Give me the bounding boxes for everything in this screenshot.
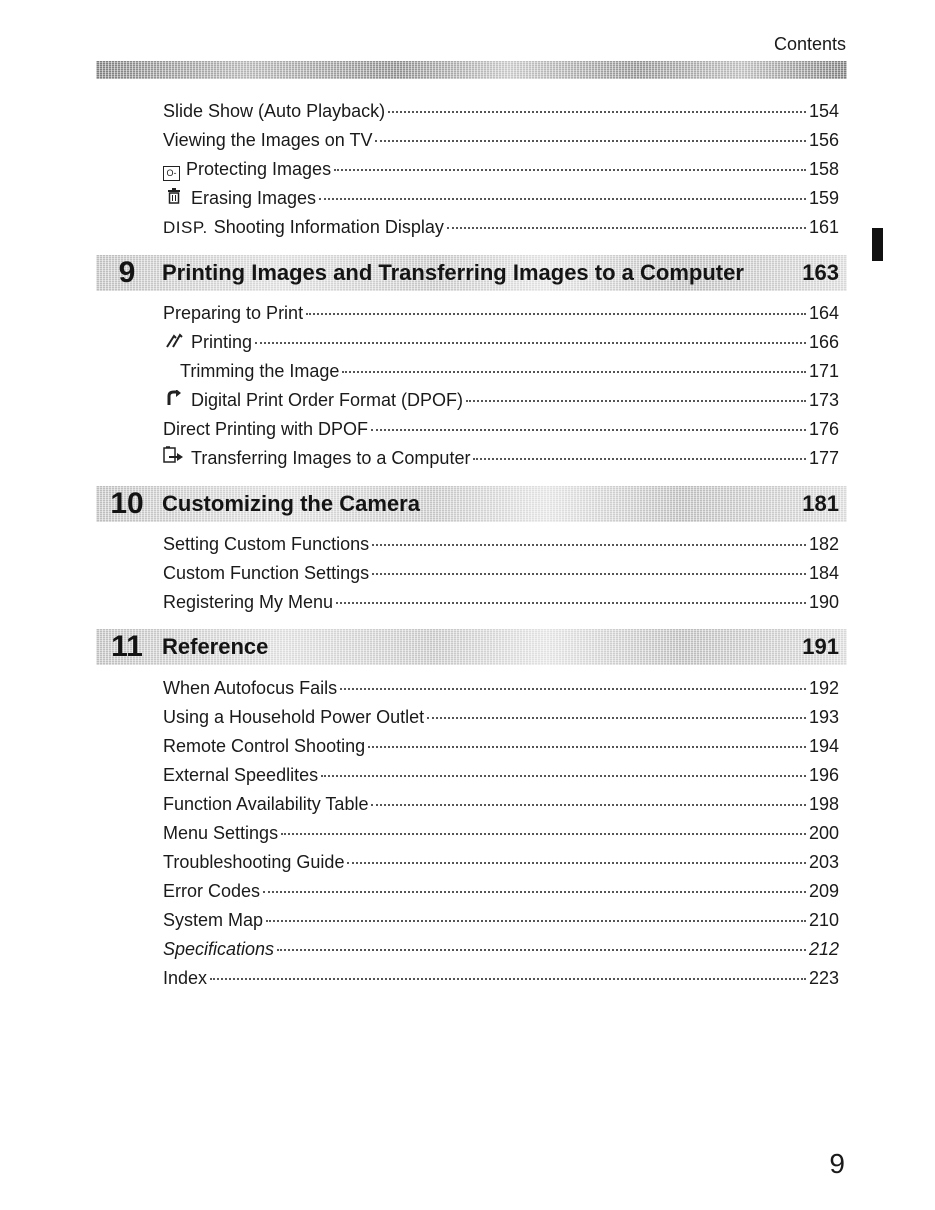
toc-entry-page: 158 [808,159,839,179]
header-rule-bar [96,61,847,79]
toc-entry[interactable] [163,759,839,785]
toc-entry[interactable] [163,701,839,727]
leader-dots [255,322,806,344]
toc-entry-page: 171 [808,361,839,381]
toc-entry[interactable] [163,153,839,179]
chapter-thumb-tab [872,228,883,261]
toc-entry-page: 159 [808,188,839,208]
leader-dots [319,178,806,200]
chapter-title: Customizing the Camera [162,491,420,516]
toc-entry-label: Protecting Images [186,159,332,179]
toc-entry-label: System Map [163,910,264,930]
toc-entry-page: 176 [808,419,839,439]
chapter-number: 11 [111,630,143,663]
toc-entry[interactable] [163,182,839,208]
page-number: 9 [829,1148,845,1179]
toc-entry-label: Erasing Images [191,188,317,208]
leader-dots [427,697,806,719]
leader-dots [372,524,806,546]
leader-dots [371,784,805,806]
toc-entry[interactable] [163,326,839,352]
leader-dots [368,726,806,748]
toc-entry[interactable] [163,413,839,439]
toc-entry-label: Printing [191,332,253,352]
toc-entry[interactable] [163,95,839,121]
toc-entry-page: 194 [808,736,839,756]
toc-entry-page: 192 [808,678,839,698]
toc-entry-page: 182 [808,534,839,554]
toc-entry[interactable] [163,788,839,814]
toc-entry[interactable] [163,817,839,843]
toc-entry-label: Slide Show (Auto Playback) [163,101,386,121]
toc-entry-page: 223 [808,968,839,988]
toc-entry[interactable] [163,904,839,930]
toc-entry[interactable] [163,730,839,756]
toc-entry[interactable] [163,124,839,150]
toc-entry[interactable] [163,528,839,554]
leader-dots [347,842,806,864]
toc-entry-label: Troubleshooting Guide [163,852,345,872]
toc-entry-label: Function Availability Table [163,794,369,814]
toc-entry[interactable] [163,297,839,323]
toc-entry-label: Preparing to Print [163,303,304,323]
chapter-heading-11[interactable] [96,629,847,665]
toc-entry-label: When Autofocus Fails [163,678,338,698]
trash-icon [163,188,185,209]
toc-entry-page: 200 [808,823,839,843]
toc-entry[interactable] [163,355,839,381]
chapter-page: 163 [802,260,839,285]
toc-entry-page: 177 [808,448,839,468]
toc-entry[interactable] [163,875,839,901]
toc-entry-label: Menu Settings [163,823,279,843]
chapter-number: 10 [110,487,144,520]
toc-entry-page: 203 [808,852,839,872]
toc-entry-label: Shooting Information Display [213,217,444,237]
toc-entry[interactable] [163,586,839,612]
toc-entry-page: 184 [808,563,839,583]
toc-entry-label: Setting Custom Functions [163,534,370,554]
toc-entry-page: 164 [808,303,839,323]
leader-dots [321,755,806,777]
toc-entry-label: Digital Print Order Format (DPOF) [191,390,464,410]
transfer-icon [163,446,185,469]
dpof-icon [163,390,185,411]
toc-entry-label: Registering My Menu [163,592,334,612]
leader-dots [263,871,806,893]
toc-entry-page: 209 [808,881,839,901]
toc-entry[interactable] [163,846,839,872]
toc-entry[interactable] [163,384,839,410]
toc-entry-label: Using a Household Power Outlet [163,707,425,727]
toc-entry-label: Viewing the Images on TV [163,130,373,150]
chapter-number: 9 [118,256,136,289]
leader-dots [473,438,806,460]
leader-dots [388,91,806,113]
leader-dots [306,293,806,315]
leader-dots [342,351,806,373]
chapter-title: Reference [162,634,269,659]
toc-entry[interactable] [163,933,839,959]
toc-entry-label: Remote Control Shooting [163,736,366,756]
running-head: Contents [773,34,846,54]
toc-entry-label: External Speedlites [163,765,319,785]
toc-entry-page: 196 [808,765,839,785]
leader-dots [281,813,806,835]
chapter-page: 191 [802,634,839,659]
leader-dots [266,900,806,922]
leader-dots [336,582,806,604]
disp-prefix: DISP. [163,218,208,237]
toc-entry[interactable] [163,442,839,468]
toc-entry[interactable] [163,211,839,237]
toc-entry[interactable] [163,557,839,583]
leader-dots [340,668,806,690]
toc-entry-label: Error Codes [163,881,261,901]
chapter-heading-9[interactable] [96,255,847,291]
toc-entry-page: 161 [808,217,839,237]
leader-dots [334,149,806,171]
chapter-title: Printing Images and Transferring Images to a Computer [162,260,744,285]
toc-entry-page: 190 [808,592,839,612]
toc-entry-page: 210 [808,910,839,930]
toc-entry-page: 166 [808,332,839,352]
toc-entry-page: 193 [808,707,839,727]
leader-dots [466,380,806,402]
toc-entry-page: 212 [808,939,839,959]
chapter-heading-10[interactable] [96,486,847,522]
toc-entry-label: Index [163,968,208,988]
toc-entry-label: Specifications [163,939,275,959]
leader-dots [210,958,806,980]
toc-entry-label: Direct Printing with DPOF [163,419,369,439]
leader-dots [375,120,805,142]
leader-dots [277,929,806,951]
toc-entry-label: Trimming the Image [180,361,340,381]
leader-dots [372,553,806,575]
toc-entry-label: Transferring Images to a Computer [191,448,471,468]
leader-dots [447,207,806,229]
toc-entry-page: 154 [808,101,839,121]
toc-entry-page: 173 [808,390,839,410]
toc-entry[interactable] [163,962,839,988]
toc-entry-page: 198 [808,794,839,814]
chapter-page: 181 [802,491,839,516]
toc-entry-label: Custom Function Settings [163,563,370,583]
print-icon [163,332,185,353]
protect-icon: O- [163,166,180,181]
toc-entry[interactable] [163,672,839,698]
toc-entry-page: 156 [808,130,839,150]
leader-dots [371,409,806,431]
